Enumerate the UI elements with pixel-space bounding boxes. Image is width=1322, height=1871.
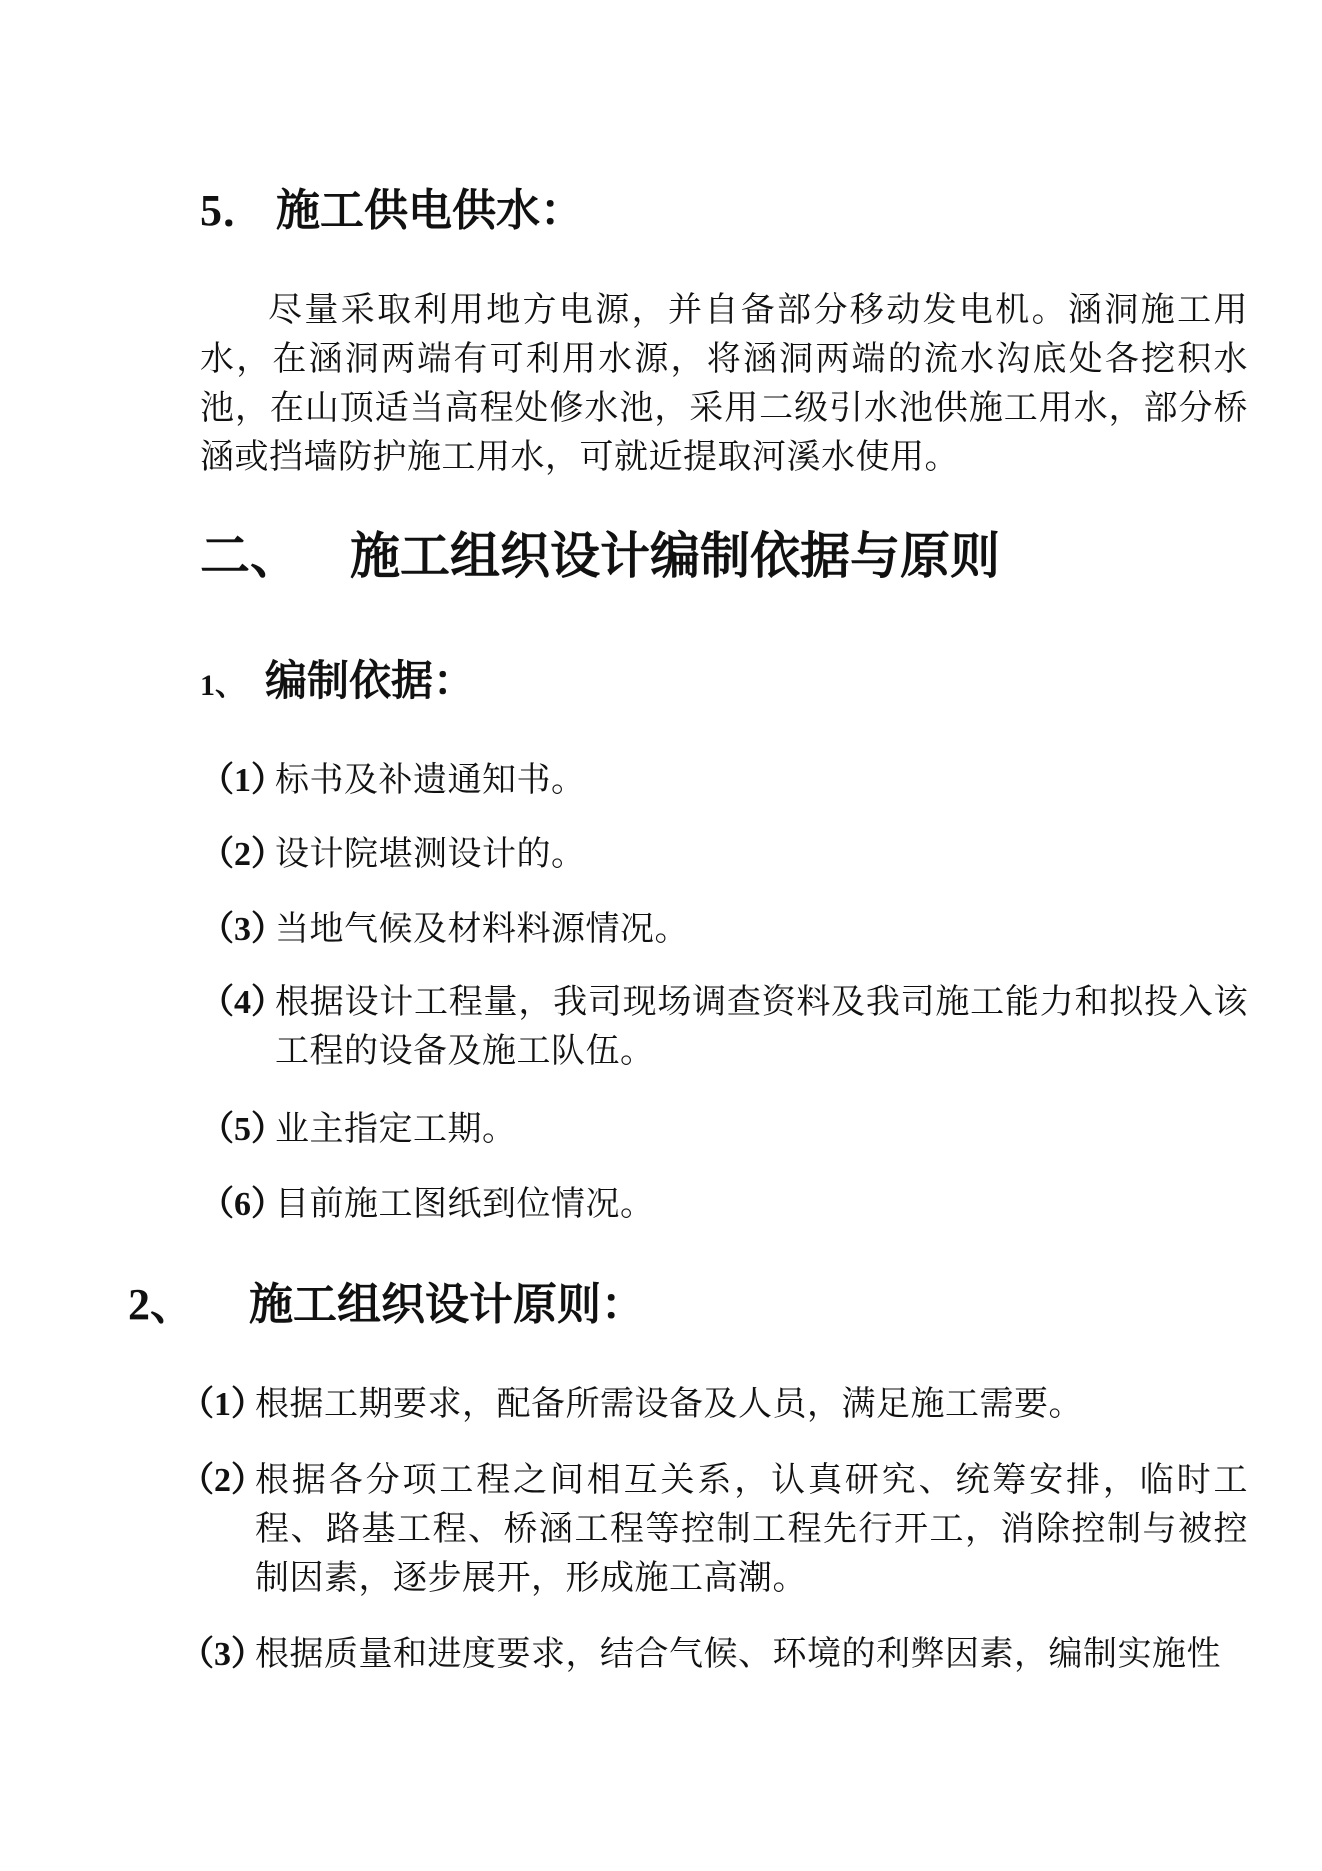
basis-item-text: 业主指定工期。 (275, 1109, 517, 1149)
chapter-2-heading (200, 526, 1000, 586)
basis-title: 编制依据： (265, 656, 476, 705)
basis-item-label: （3） (200, 911, 285, 948)
principle-item-text: 根据工期要求，配备所需设备及人员，满足施工需要。 (255, 1384, 1083, 1424)
basis-item (200, 1105, 1248, 1154)
principles-number: 2、 (128, 1280, 194, 1329)
principle-item-label: （2） (180, 1462, 265, 1499)
basis-item-label: （4） (200, 984, 285, 1021)
basis-item-text: 标书及补遗通知书。 (275, 760, 586, 800)
principle-item-label: （1） (180, 1386, 265, 1423)
principles-title: 施工组织设计原则： (249, 1279, 645, 1330)
basis-item (200, 1180, 1248, 1229)
basis-item-label: （6） (200, 1186, 285, 1223)
chapter-2-number: 二、 (200, 527, 300, 585)
principle-item-text: 根据各分项工程之间相互关系，认真研究、统筹安排，临时工程、路基工程、桥涵工程等控制工程先行开工，消除控制与被控制因素，逐步展开，形成施工高潮。 (255, 1460, 1248, 1598)
basis-item-label: （1） (200, 762, 285, 799)
basis-item-text: 设计院堪测设计的。 (275, 834, 586, 874)
principle-item (180, 1380, 1248, 1429)
basis-number: 1、 (200, 669, 245, 702)
principle-item-label: （3） (180, 1636, 265, 1673)
principle-item (180, 1630, 1248, 1679)
basis-item-text: 根据设计工程量，我司现场调查资料及我司施工能力和拟投入该工程的设备及施工队伍。 (275, 982, 1248, 1071)
basis-item-label: （5） (200, 1111, 285, 1148)
section-5-heading (200, 185, 584, 237)
basis-item-text: 当地气候及材料料源情况。 (275, 909, 689, 949)
basis-item (200, 830, 1248, 879)
section-5-paragraph: 尽量采取利用地方电源，并自备部分移动发电机。涵洞施工用水，在涵洞两端有可利用水源，将涵洞两端的流水沟底处各挖积水池，在山顶适当高程处修水池，采用二级引水池供施工用水，部分桥涵或挡墙防护施工用水，可就近提取河溪水使用。 (200, 290, 1248, 477)
principles-heading (128, 1279, 645, 1331)
principle-item (180, 1456, 1248, 1603)
basis-item-label: （2） (200, 836, 285, 873)
basis-item-text: 目前施工图纸到位情况。 (275, 1184, 655, 1224)
basis-heading (200, 656, 475, 711)
principle-item-text: 根据质量和进度要求，结合气候、环境的利弊因素，编制实施性 (255, 1634, 1221, 1674)
chapter-2-title: 施工组织设计编制依据与原则 (350, 527, 1000, 585)
basis-item (200, 905, 1248, 954)
basis-item (200, 756, 1248, 805)
section-5-title: 施工供电供水： (276, 185, 584, 236)
section-5-number: 5． (200, 186, 266, 235)
basis-item (200, 978, 1248, 1076)
